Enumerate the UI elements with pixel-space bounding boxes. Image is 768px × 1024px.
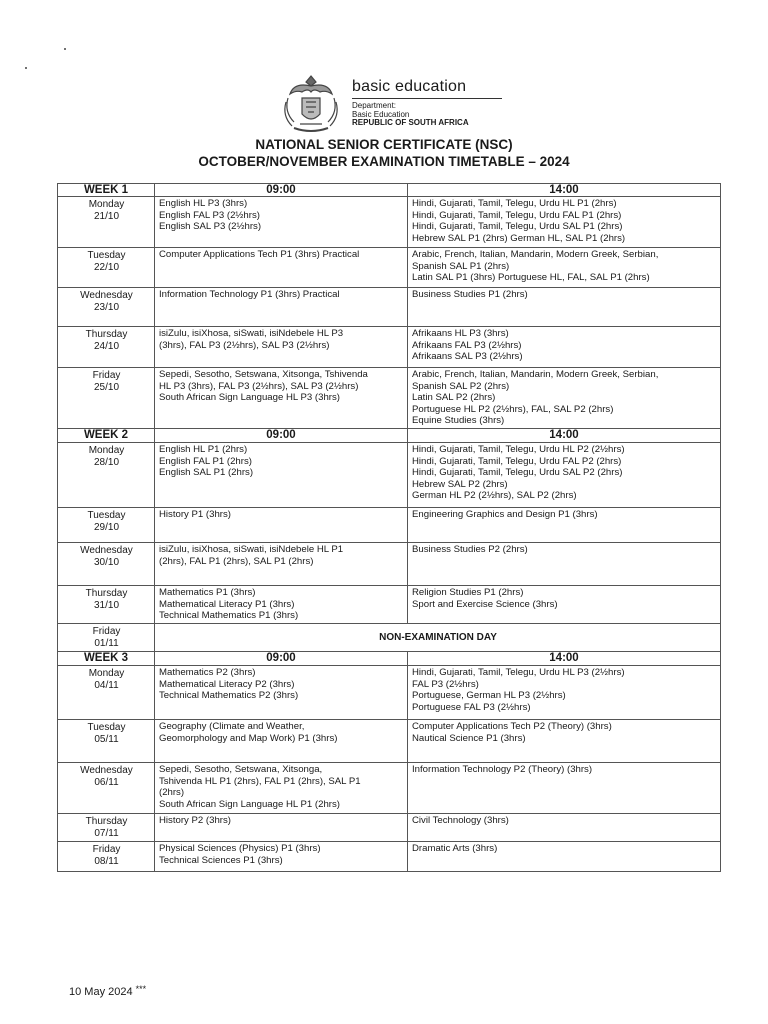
day-name: Wednesday	[80, 290, 133, 301]
paper: FAL P3 (2½hrs)	[412, 678, 479, 690]
day-cell	[58, 327, 155, 368]
week-header-row	[58, 429, 721, 443]
paper: Physical Sciences (Physics) P1 (3hrs)	[159, 843, 321, 854]
paper: Geomorphology and Map Work) P1 (3hrs)	[159, 732, 338, 744]
paper: English SAL P3 (2½hrs)	[159, 221, 262, 233]
dept-line: REPUBLIC OF SOUTH AFRICA	[352, 118, 469, 127]
day-row	[58, 248, 721, 288]
morning-session	[155, 288, 408, 327]
scan-speck	[64, 48, 66, 50]
paper: Spanish SAL P2 (2hrs)	[412, 380, 510, 392]
paper: Equine Studies (3hrs)	[412, 415, 505, 427]
day-cell	[58, 763, 155, 814]
paper: Hindi, Gujarati, Tamil, Telegu, Urdu HL P1 (2hrs)	[412, 198, 617, 209]
paper: English HL P3 (3hrs)	[159, 198, 248, 209]
morning-session	[155, 586, 408, 624]
paper: (3hrs), FAL P3 (2½hrs), SAL P3 (2½hrs)	[159, 339, 330, 351]
day-cell	[58, 508, 155, 543]
day-row	[58, 443, 721, 508]
day-name: Friday	[92, 626, 121, 637]
paper: South African Sign Language HL P1 (2hrs)	[159, 798, 340, 810]
morning-session	[155, 327, 408, 368]
day-cell	[58, 197, 155, 248]
paper: Civil Technology (3hrs)	[412, 815, 509, 826]
paper: Religion Studies P1 (2hrs)	[412, 587, 524, 598]
paper: Dramatic Arts (3hrs)	[412, 843, 498, 854]
paper: Computer Applications Tech P1 (3hrs) Practical	[159, 249, 360, 260]
paper: Mathematical Literacy P1 (3hrs)	[159, 598, 295, 610]
day-row	[58, 814, 721, 842]
morning-session	[155, 842, 408, 872]
session-time-am: 09:00	[155, 184, 408, 197]
week-label: WEEK 2	[58, 429, 155, 443]
coat-of-arms-icon	[280, 72, 342, 136]
day-name: Tuesday	[87, 250, 126, 261]
paper: Spanish SAL P1 (2hrs)	[412, 260, 510, 272]
day-cell	[58, 368, 155, 429]
morning-session	[155, 368, 408, 429]
afternoon-session	[408, 288, 721, 327]
day-row	[58, 288, 721, 327]
paper: Mathematics P2 (3hrs)	[159, 667, 256, 678]
paper: English FAL P1 (2hrs)	[159, 455, 252, 467]
paper: HL P3 (3hrs), FAL P3 (2½hrs), SAL P3 (2½hrs)	[159, 380, 359, 392]
day-cell	[58, 814, 155, 842]
footer-date: 10 May 2024	[69, 986, 133, 998]
footer-stars: ***	[135, 984, 147, 994]
day-row	[58, 842, 721, 872]
day-cell	[58, 248, 155, 288]
day-date: 28/10	[93, 457, 120, 468]
day-date: 05/11	[94, 734, 119, 745]
day-row	[58, 543, 721, 586]
dept-line: Department:	[352, 101, 397, 110]
paper: Mathematical Literacy P2 (3hrs)	[159, 678, 295, 690]
week-label: WEEK 1	[58, 184, 155, 197]
session-time-am: 09:00	[155, 429, 408, 443]
footer	[66, 984, 146, 998]
day-name: Friday	[92, 370, 121, 381]
day-date: 25/10	[93, 382, 120, 393]
day-date: 07/11	[94, 828, 119, 839]
paper: Engineering Graphics and Design P1 (3hrs)	[412, 509, 598, 520]
afternoon-session	[408, 197, 721, 248]
day-date: 31/10	[93, 600, 120, 611]
paper: History P2 (3hrs)	[159, 815, 231, 826]
afternoon-session	[408, 443, 721, 508]
day-date: 21/10	[93, 211, 120, 222]
day-cell	[58, 624, 155, 652]
day-row	[58, 666, 721, 720]
day-date: 08/11	[94, 856, 119, 867]
day-name: Thursday	[85, 588, 128, 599]
paper: Information Technology P1 (3hrs) Practical	[159, 289, 340, 300]
afternoon-session	[408, 248, 721, 288]
afternoon-session	[408, 814, 721, 842]
day-name: Monday	[88, 199, 125, 210]
day-row	[58, 720, 721, 763]
paper: Hindi, Gujarati, Tamil, Telegu, Urdu HL P2 (2½hrs)	[412, 444, 625, 455]
day-date: 04/11	[94, 680, 119, 691]
brand-name: basic education	[352, 78, 502, 99]
week-header-row	[58, 652, 721, 666]
paper: Mathematics P1 (3hrs)	[159, 587, 256, 598]
document-title	[0, 136, 768, 170]
morning-session	[155, 197, 408, 248]
morning-session	[155, 248, 408, 288]
day-name: Tuesday	[87, 722, 126, 733]
paper: isiZulu, isiXhosa, siSwati, isiNdebele HL P3	[159, 328, 344, 339]
afternoon-session	[408, 666, 721, 720]
morning-session	[155, 543, 408, 586]
paper: Sepedi, Sesotho, Setswana, Xitsonga, Tshivenda	[159, 369, 368, 380]
week-label: WEEK 3	[58, 652, 155, 666]
paper: English SAL P1 (2hrs)	[159, 467, 254, 479]
paper: Hindi, Gujarati, Tamil, Telegu, Urdu SAL P1 (2hrs)	[412, 221, 623, 233]
day-name: Tuesday	[87, 510, 126, 521]
title-line-1: NATIONAL SENIOR CERTIFICATE (NSC)	[255, 137, 513, 152]
paper: Hebrew SAL P1 (2hrs) German HL, SAL P1 (2hrs)	[412, 232, 626, 244]
afternoon-session	[408, 842, 721, 872]
session-time-pm: 14:00	[408, 429, 721, 443]
morning-session	[155, 763, 408, 814]
title-line-2: OCTOBER/NOVEMBER EXAMINATION TIMETABLE – 2024	[198, 154, 570, 169]
paper: Technical Mathematics P2 (3hrs)	[159, 690, 299, 702]
day-row	[58, 508, 721, 543]
paper: (2hrs), FAL P1 (2hrs), SAL P1 (2hrs)	[159, 555, 314, 567]
paper: Afrikaans HL P3 (3hrs)	[412, 328, 509, 339]
week-header-row	[58, 184, 721, 197]
paper: Nautical Science P1 (3hrs)	[412, 732, 526, 744]
afternoon-session	[408, 368, 721, 429]
day-row	[58, 763, 721, 814]
afternoon-session	[408, 586, 721, 624]
document-header	[0, 66, 768, 136]
paper: German HL P2 (2½hrs), SAL P2 (2hrs)	[412, 490, 577, 502]
paper: Arabic, French, Italian, Mandarin, Modern Greek, Serbian,	[412, 369, 659, 380]
day-row	[58, 197, 721, 248]
paper: Portuguese FAL P3 (2½hrs)	[412, 701, 531, 713]
paper: South African Sign Language HL P3 (3hrs)	[159, 392, 340, 404]
day-date: 23/10	[93, 302, 120, 313]
day-name: Monday	[88, 445, 125, 456]
paper: English HL P1 (2hrs)	[159, 444, 248, 455]
morning-session	[155, 443, 408, 508]
paper: Sepedi, Sesotho, Setswana, Xitsonga,	[159, 764, 323, 775]
day-name: Wednesday	[80, 765, 133, 776]
paper: Hindi, Gujarati, Tamil, Telegu, Urdu FAL P1 (2hrs)	[412, 209, 622, 221]
paper: Latin SAL P1 (3hrs) Portuguese HL, FAL, SAL P1 (2hrs)	[412, 272, 650, 284]
paper: Hindi, Gujarati, Tamil, Telegu, Urdu HL P3 (2½hrs)	[412, 667, 625, 678]
day-cell	[58, 720, 155, 763]
afternoon-session	[408, 327, 721, 368]
day-date: 24/10	[93, 341, 120, 352]
afternoon-session	[408, 720, 721, 763]
morning-session	[155, 508, 408, 543]
paper: Arabic, French, Italian, Mandarin, Modern Greek, Serbian,	[412, 249, 659, 260]
paper: Portuguese HL P2 (2½hrs), FAL, SAL P2 (2hrs)	[412, 403, 614, 415]
morning-session	[155, 666, 408, 720]
paper: Information Technology P2 (Theory) (3hrs)	[412, 764, 593, 775]
paper: Sport and Exercise Science (3hrs)	[412, 598, 558, 610]
afternoon-session	[408, 543, 721, 586]
day-date: 06/11	[94, 777, 119, 788]
paper: Afrikaans SAL P3 (2½hrs)	[412, 351, 523, 363]
day-date: 22/10	[93, 262, 120, 273]
paper: Hindi, Gujarati, Tamil, Telegu, Urdu SAL P2 (2hrs)	[412, 467, 623, 479]
dept-line: Basic Education	[352, 109, 410, 119]
day-date: 01/11	[94, 638, 119, 649]
timetable	[57, 183, 721, 872]
day-cell	[58, 586, 155, 624]
paper: Hebrew SAL P2 (2hrs)	[412, 478, 508, 490]
afternoon-session	[408, 763, 721, 814]
paper: Tshivenda HL P1 (2hrs), FAL P1 (2hrs), SAL P1	[159, 775, 361, 787]
day-cell	[58, 443, 155, 508]
paper: Business Studies P1 (2hrs)	[412, 289, 528, 300]
paper: Hindi, Gujarati, Tamil, Telegu, Urdu FAL P2 (2hrs)	[412, 455, 622, 467]
paper: Technical Mathematics P1 (3hrs)	[159, 610, 299, 622]
day-cell	[58, 543, 155, 586]
session-time-pm: 14:00	[408, 652, 721, 666]
session-time-am: 09:00	[155, 652, 408, 666]
day-date: 29/10	[93, 522, 120, 533]
department-brand	[352, 78, 512, 128]
day-name: Friday	[92, 844, 121, 855]
paper: Business Studies P2 (2hrs)	[412, 544, 528, 555]
day-row	[58, 368, 721, 429]
non-examination-day: NON-EXAMINATION DAY	[155, 624, 721, 652]
day-name: Wednesday	[80, 545, 133, 556]
day-row	[58, 586, 721, 624]
paper: Geography (Climate and Weather,	[159, 721, 305, 732]
paper: History P1 (3hrs)	[159, 509, 231, 520]
day-date: 30/10	[93, 557, 120, 568]
session-time-pm: 14:00	[408, 184, 721, 197]
paper: Technical Sciences P1 (3hrs)	[159, 854, 283, 866]
paper: English FAL P3 (2½hrs)	[159, 209, 260, 221]
day-name: Monday	[88, 668, 125, 679]
morning-session	[155, 814, 408, 842]
day-cell	[58, 288, 155, 327]
paper: (2hrs)	[159, 787, 185, 799]
paper: Afrikaans FAL P3 (2½hrs)	[412, 339, 522, 351]
paper: Computer Applications Tech P2 (Theory) (3hrs)	[412, 721, 612, 732]
day-cell	[58, 842, 155, 872]
paper: Portuguese, German HL P3 (2½hrs)	[412, 690, 566, 702]
day-row	[58, 327, 721, 368]
paper: Latin SAL P2 (2hrs)	[412, 392, 496, 404]
morning-session	[155, 720, 408, 763]
afternoon-session	[408, 508, 721, 543]
day-row	[58, 624, 721, 652]
day-cell	[58, 666, 155, 720]
paper: isiZulu, isiXhosa, siSwati, isiNdebele HL P1	[159, 544, 344, 555]
day-name: Thursday	[85, 329, 128, 340]
day-name: Thursday	[85, 816, 128, 827]
